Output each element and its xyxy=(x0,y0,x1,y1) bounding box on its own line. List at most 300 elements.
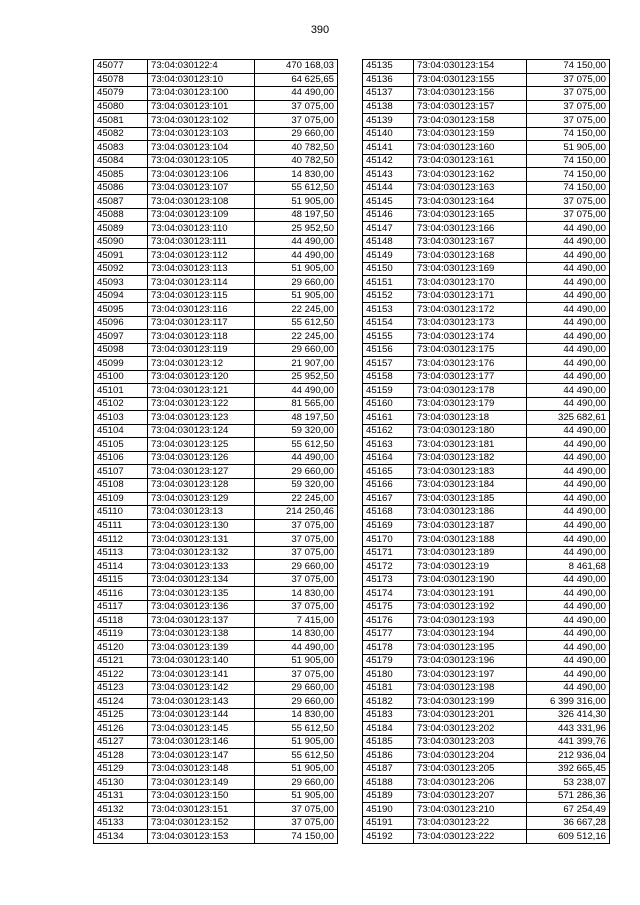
row-number-cell: 45108 xyxy=(94,478,148,492)
row-number-cell: 45160 xyxy=(363,397,414,411)
cadastral-number-cell: 73:04:030123:197 xyxy=(414,668,527,682)
row-number-cell: 45088 xyxy=(94,208,148,222)
row-number-cell: 45156 xyxy=(363,343,414,357)
cadastral-value-cell: 44 490,00 xyxy=(527,627,610,641)
cadastral-value-cell: 14 830,00 xyxy=(255,708,338,722)
row-number-cell: 45188 xyxy=(363,776,414,790)
cadastral-number-cell: 73:04:030123:117 xyxy=(148,316,255,330)
cadastral-value-cell: 571 286,36 xyxy=(527,789,610,803)
row-number-cell: 45174 xyxy=(363,587,414,601)
cadastral-number-cell: 73:04:030123:139 xyxy=(148,641,255,655)
table-row xyxy=(94,519,338,533)
row-number-cell: 45133 xyxy=(94,816,148,830)
cadastral-number-cell: 73:04:030123:143 xyxy=(148,695,255,709)
cadastral-value-cell: 44 490,00 xyxy=(527,330,610,344)
table-row xyxy=(94,168,338,182)
table-row xyxy=(94,343,338,357)
cadastral-number-cell: 73:04:030123:145 xyxy=(148,722,255,736)
table-row xyxy=(94,438,338,452)
row-number-cell: 45157 xyxy=(363,357,414,371)
row-number-cell: 45158 xyxy=(363,370,414,384)
cadastral-value-cell: 67 254,49 xyxy=(527,803,610,817)
table-row xyxy=(363,830,610,844)
table-row xyxy=(94,708,338,722)
cadastral-number-cell: 73:04:030123:170 xyxy=(414,276,527,290)
row-number-cell: 45120 xyxy=(94,641,148,655)
table-row xyxy=(363,87,610,101)
cadastral-value-cell: 51 905,00 xyxy=(255,654,338,668)
cadastral-value-cell: 14 830,00 xyxy=(255,168,338,182)
table-row xyxy=(363,816,610,830)
table-row xyxy=(363,776,610,790)
row-number-cell: 45153 xyxy=(363,303,414,317)
table-row xyxy=(363,789,610,803)
cadastral-number-cell: 73:04:030123:126 xyxy=(148,451,255,465)
cadastral-value-cell: 74 150,00 xyxy=(527,154,610,168)
cadastral-value-cell: 212 936,04 xyxy=(527,749,610,763)
cadastral-number-cell: 73:04:030123:134 xyxy=(148,573,255,587)
row-number-cell: 45155 xyxy=(363,330,414,344)
cadastral-number-cell: 73:04:030123:136 xyxy=(148,600,255,614)
cadastral-value-cell: 7 415,00 xyxy=(255,614,338,628)
cadastral-number-cell: 73:04:030123:129 xyxy=(148,492,255,506)
table-row xyxy=(363,451,610,465)
table-row xyxy=(363,641,610,655)
cadastral-number-cell: 73:04:030123:157 xyxy=(414,100,527,114)
table-row xyxy=(94,735,338,749)
cadastral-number-cell: 73:04:030123:109 xyxy=(148,208,255,222)
table-row xyxy=(94,681,338,695)
cadastral-value-cell: 59 320,00 xyxy=(255,478,338,492)
cadastral-value-cell: 22 245,00 xyxy=(255,303,338,317)
table-row xyxy=(363,600,610,614)
table-row xyxy=(94,60,338,74)
row-number-cell: 45170 xyxy=(363,533,414,547)
table-row xyxy=(363,222,610,236)
cadastral-value-cell: 37 075,00 xyxy=(527,73,610,87)
cadastral-value-cell: 29 660,00 xyxy=(255,776,338,790)
row-number-cell: 45092 xyxy=(94,262,148,276)
row-number-cell: 45162 xyxy=(363,424,414,438)
cadastral-number-cell: 73:04:030123:125 xyxy=(148,438,255,452)
row-number-cell: 45094 xyxy=(94,289,148,303)
table-row xyxy=(363,100,610,114)
cadastral-number-cell: 73:04:030123:195 xyxy=(414,641,527,655)
cadastral-value-cell: 51 905,00 xyxy=(255,195,338,209)
cadastral-number-cell: 73:04:030123:154 xyxy=(414,60,527,74)
table-row xyxy=(94,762,338,776)
cadastral-value-cell: 14 830,00 xyxy=(255,587,338,601)
row-number-cell: 45121 xyxy=(94,654,148,668)
cadastral-value-cell: 37 075,00 xyxy=(255,100,338,114)
row-number-cell: 45137 xyxy=(363,87,414,101)
cadastral-number-cell: 73:04:030123:104 xyxy=(148,141,255,155)
cadastral-number-cell: 73:04:030123:101 xyxy=(148,100,255,114)
table-row xyxy=(363,762,610,776)
table-row xyxy=(363,708,610,722)
table-row xyxy=(94,73,338,87)
cadastral-value-cell: 44 490,00 xyxy=(527,478,610,492)
row-number-cell: 45142 xyxy=(363,154,414,168)
row-number-cell: 45122 xyxy=(94,668,148,682)
cadastral-value-cell: 44 490,00 xyxy=(527,587,610,601)
table-row xyxy=(363,60,610,74)
table-row xyxy=(94,303,338,317)
row-number-cell: 45087 xyxy=(94,195,148,209)
row-number-cell: 45150 xyxy=(363,262,414,276)
table-row xyxy=(363,695,610,709)
cadastral-value-cell: 326 414,30 xyxy=(527,708,610,722)
row-number-cell: 45109 xyxy=(94,492,148,506)
table-row xyxy=(94,533,338,547)
row-number-cell: 45184 xyxy=(363,722,414,736)
cadastral-number-cell: 73:04:030122:4 xyxy=(148,60,255,74)
cadastral-value-cell: 55 612,50 xyxy=(255,438,338,452)
row-number-cell: 45179 xyxy=(363,654,414,668)
row-number-cell: 45086 xyxy=(94,181,148,195)
row-number-cell: 45178 xyxy=(363,641,414,655)
table-row xyxy=(363,262,610,276)
table-row xyxy=(363,803,610,817)
cadastral-value-cell: 44 490,00 xyxy=(527,681,610,695)
cadastral-number-cell: 73:04:030123:149 xyxy=(148,776,255,790)
cadastral-value-cell: 37 075,00 xyxy=(255,816,338,830)
row-number-cell: 45172 xyxy=(363,560,414,574)
cadastral-value-cell: 443 331,96 xyxy=(527,722,610,736)
table-row xyxy=(94,695,338,709)
cadastral-value-cell: 51 905,00 xyxy=(255,289,338,303)
cadastral-value-cell: 470 168,03 xyxy=(255,60,338,74)
row-number-cell: 45117 xyxy=(94,600,148,614)
row-number-cell: 45081 xyxy=(94,114,148,128)
cadastral-number-cell: 73:04:030123:199 xyxy=(414,695,527,709)
cadastral-number-cell: 73:04:030123:124 xyxy=(148,424,255,438)
cadastral-number-cell: 73:04:030123:128 xyxy=(148,478,255,492)
cadastral-value-cell: 74 150,00 xyxy=(527,168,610,182)
cadastral-value-cell: 36 667,28 xyxy=(527,816,610,830)
row-number-cell: 45131 xyxy=(94,789,148,803)
row-number-cell: 45147 xyxy=(363,222,414,236)
table-row xyxy=(363,370,610,384)
cadastral-number-cell: 73:04:030123:13 xyxy=(148,506,255,520)
row-number-cell: 45177 xyxy=(363,627,414,641)
row-number-cell: 45185 xyxy=(363,735,414,749)
row-number-cell: 45152 xyxy=(363,289,414,303)
row-number-cell: 45163 xyxy=(363,438,414,452)
table-row xyxy=(94,668,338,682)
cadastral-value-cell: 37 075,00 xyxy=(255,533,338,547)
row-number-cell: 45180 xyxy=(363,668,414,682)
row-number-cell: 45141 xyxy=(363,141,414,155)
row-number-cell: 45143 xyxy=(363,168,414,182)
table-row xyxy=(94,235,338,249)
row-number-cell: 45111 xyxy=(94,519,148,533)
cadastral-number-cell: 73:04:030123:203 xyxy=(414,735,527,749)
cadastral-number-cell: 73:04:030123:114 xyxy=(148,276,255,290)
cadastral-number-cell: 73:04:030123:165 xyxy=(414,208,527,222)
cadastral-value-cell: 22 245,00 xyxy=(255,330,338,344)
register-table-left xyxy=(93,59,338,844)
cadastral-value-cell: 40 782,50 xyxy=(255,141,338,155)
cadastral-value-cell: 44 490,00 xyxy=(527,533,610,547)
row-number-cell: 45107 xyxy=(94,465,148,479)
cadastral-number-cell: 73:04:030123:22 xyxy=(414,816,527,830)
table-row xyxy=(363,181,610,195)
cadastral-value-cell: 74 150,00 xyxy=(527,127,610,141)
cadastral-number-cell: 73:04:030123:207 xyxy=(414,789,527,803)
row-number-cell: 45144 xyxy=(363,181,414,195)
table-row xyxy=(94,222,338,236)
table-row xyxy=(363,722,610,736)
row-number-cell: 45189 xyxy=(363,789,414,803)
row-number-cell: 45104 xyxy=(94,424,148,438)
cadastral-number-cell: 73:04:030123:141 xyxy=(148,668,255,682)
cadastral-number-cell: 73:04:030123:102 xyxy=(148,114,255,128)
row-number-cell: 45118 xyxy=(94,614,148,628)
cadastral-number-cell: 73:04:030123:179 xyxy=(414,397,527,411)
cadastral-number-cell: 73:04:030123:138 xyxy=(148,627,255,641)
row-number-cell: 45078 xyxy=(94,73,148,87)
table-row xyxy=(94,276,338,290)
cadastral-number-cell: 73:04:030123:121 xyxy=(148,384,255,398)
table-row xyxy=(363,627,610,641)
table-row xyxy=(94,600,338,614)
row-number-cell: 45127 xyxy=(94,735,148,749)
cadastral-value-cell: 74 150,00 xyxy=(255,830,338,844)
cadastral-number-cell: 73:04:030123:162 xyxy=(414,168,527,182)
cadastral-value-cell: 81 565,00 xyxy=(255,397,338,411)
row-number-cell: 45102 xyxy=(94,397,148,411)
cadastral-number-cell: 73:04:030123:206 xyxy=(414,776,527,790)
cadastral-value-cell: 44 490,00 xyxy=(527,357,610,371)
page-number: 390 xyxy=(310,24,330,36)
row-number-cell: 45182 xyxy=(363,695,414,709)
row-number-cell: 45077 xyxy=(94,60,148,74)
cadastral-value-cell: 48 197,50 xyxy=(255,208,338,222)
cadastral-number-cell: 73:04:030123:192 xyxy=(414,600,527,614)
cadastral-value-cell: 44 490,00 xyxy=(527,614,610,628)
table-row xyxy=(94,127,338,141)
row-number-cell: 45090 xyxy=(94,235,148,249)
cadastral-value-cell: 74 150,00 xyxy=(527,60,610,74)
table-row xyxy=(94,114,338,128)
table-row xyxy=(363,357,610,371)
row-number-cell: 45128 xyxy=(94,749,148,763)
table-row xyxy=(363,154,610,168)
cadastral-value-cell: 214 250,46 xyxy=(255,506,338,520)
cadastral-number-cell: 73:04:030123:187 xyxy=(414,519,527,533)
table-row xyxy=(363,316,610,330)
row-number-cell: 45123 xyxy=(94,681,148,695)
row-number-cell: 45082 xyxy=(94,127,148,141)
table-row xyxy=(363,438,610,452)
cadastral-value-cell: 44 490,00 xyxy=(527,641,610,655)
row-number-cell: 45125 xyxy=(94,708,148,722)
table-row xyxy=(363,249,610,263)
table-row xyxy=(94,181,338,195)
cadastral-value-cell: 29 660,00 xyxy=(255,343,338,357)
cadastral-number-cell: 73:04:030123:110 xyxy=(148,222,255,236)
cadastral-number-cell: 73:04:030123:181 xyxy=(414,438,527,452)
cadastral-number-cell: 73:04:030123:183 xyxy=(414,465,527,479)
table-row xyxy=(94,465,338,479)
cadastral-number-cell: 73:04:030123:188 xyxy=(414,533,527,547)
cadastral-number-cell: 73:04:030123:122 xyxy=(148,397,255,411)
row-number-cell: 45113 xyxy=(94,546,148,560)
row-number-cell: 45169 xyxy=(363,519,414,533)
cadastral-value-cell: 51 905,00 xyxy=(527,141,610,155)
row-number-cell: 45181 xyxy=(363,681,414,695)
row-number-cell: 45168 xyxy=(363,506,414,520)
table-row xyxy=(363,208,610,222)
row-number-cell: 45148 xyxy=(363,235,414,249)
cadastral-number-cell: 73:04:030123:153 xyxy=(148,830,255,844)
row-number-cell: 45097 xyxy=(94,330,148,344)
cadastral-number-cell: 73:04:030123:156 xyxy=(414,87,527,101)
cadastral-number-cell: 73:04:030123:204 xyxy=(414,749,527,763)
cadastral-number-cell: 73:04:030123:196 xyxy=(414,654,527,668)
cadastral-value-cell: 44 490,00 xyxy=(255,249,338,263)
row-number-cell: 45165 xyxy=(363,465,414,479)
cadastral-value-cell: 44 490,00 xyxy=(527,492,610,506)
cadastral-number-cell: 73:04:030123:10 xyxy=(148,73,255,87)
cadastral-number-cell: 73:04:030123:222 xyxy=(414,830,527,844)
table-row xyxy=(363,614,610,628)
row-number-cell: 45099 xyxy=(94,357,148,371)
table-row xyxy=(363,424,610,438)
table-row xyxy=(363,127,610,141)
cadastral-value-cell: 37 075,00 xyxy=(255,573,338,587)
row-number-cell: 45103 xyxy=(94,411,148,425)
table-row xyxy=(363,330,610,344)
cadastral-value-cell: 53 238,07 xyxy=(527,776,610,790)
cadastral-value-cell: 44 490,00 xyxy=(527,506,610,520)
row-number-cell: 45119 xyxy=(94,627,148,641)
cadastral-number-cell: 73:04:030123:178 xyxy=(414,384,527,398)
cadastral-value-cell: 51 905,00 xyxy=(255,262,338,276)
row-number-cell: 45112 xyxy=(94,533,148,547)
cadastral-number-cell: 73:04:030123:107 xyxy=(148,181,255,195)
cadastral-number-cell: 73:04:030123:175 xyxy=(414,343,527,357)
cadastral-number-cell: 73:04:030123:118 xyxy=(148,330,255,344)
cadastral-value-cell: 44 490,00 xyxy=(527,235,610,249)
row-number-cell: 45192 xyxy=(363,830,414,844)
table-row xyxy=(94,208,338,222)
cadastral-number-cell: 73:04:030123:151 xyxy=(148,803,255,817)
cadastral-number-cell: 73:04:030123:105 xyxy=(148,154,255,168)
cadastral-value-cell: 59 320,00 xyxy=(255,424,338,438)
table-row xyxy=(363,546,610,560)
cadastral-number-cell: 73:04:030123:205 xyxy=(414,762,527,776)
cadastral-value-cell: 44 490,00 xyxy=(527,438,610,452)
cadastral-number-cell: 73:04:030123:171 xyxy=(414,289,527,303)
row-number-cell: 45129 xyxy=(94,762,148,776)
cadastral-value-cell: 74 150,00 xyxy=(527,181,610,195)
register-table-right xyxy=(362,59,610,844)
cadastral-number-cell: 73:04:030123:119 xyxy=(148,343,255,357)
row-number-cell: 45110 xyxy=(94,506,148,520)
row-number-cell: 45080 xyxy=(94,100,148,114)
cadastral-value-cell: 48 197,50 xyxy=(255,411,338,425)
cadastral-value-cell: 40 782,50 xyxy=(255,154,338,168)
cadastral-number-cell: 73:04:030123:132 xyxy=(148,546,255,560)
cadastral-value-cell: 44 490,00 xyxy=(527,451,610,465)
table-row xyxy=(94,614,338,628)
cadastral-number-cell: 73:04:030123:173 xyxy=(414,316,527,330)
row-number-cell: 45183 xyxy=(363,708,414,722)
cadastral-number-cell: 73:04:030123:133 xyxy=(148,560,255,574)
cadastral-value-cell: 44 490,00 xyxy=(255,451,338,465)
cadastral-value-cell: 37 075,00 xyxy=(255,114,338,128)
cadastral-value-cell: 37 075,00 xyxy=(527,195,610,209)
cadastral-number-cell: 73:04:030123:174 xyxy=(414,330,527,344)
cadastral-value-cell: 55 612,50 xyxy=(255,316,338,330)
table-row xyxy=(363,235,610,249)
table-row xyxy=(363,303,610,317)
cadastral-value-cell: 8 461,68 xyxy=(527,560,610,574)
row-number-cell: 45079 xyxy=(94,87,148,101)
table-row xyxy=(94,492,338,506)
cadastral-number-cell: 73:04:030123:116 xyxy=(148,303,255,317)
table-row xyxy=(94,370,338,384)
cadastral-number-cell: 73:04:030123:137 xyxy=(148,614,255,628)
cadastral-value-cell: 609 512,16 xyxy=(527,830,610,844)
cadastral-number-cell: 73:04:030123:12 xyxy=(148,357,255,371)
cadastral-value-cell: 51 905,00 xyxy=(255,789,338,803)
row-number-cell: 45173 xyxy=(363,573,414,587)
cadastral-value-cell: 55 612,50 xyxy=(255,749,338,763)
cadastral-number-cell: 73:04:030123:190 xyxy=(414,573,527,587)
cadastral-number-cell: 73:04:030123:19 xyxy=(414,560,527,574)
table-row xyxy=(363,573,610,587)
cadastral-value-cell: 44 490,00 xyxy=(255,384,338,398)
row-number-cell: 45096 xyxy=(94,316,148,330)
cadastral-value-cell: 37 075,00 xyxy=(527,114,610,128)
table-row xyxy=(94,587,338,601)
cadastral-value-cell: 44 490,00 xyxy=(255,235,338,249)
cadastral-value-cell: 21 907,00 xyxy=(255,357,338,371)
table-row xyxy=(94,789,338,803)
cadastral-value-cell: 29 660,00 xyxy=(255,127,338,141)
cadastral-number-cell: 73:04:030123:191 xyxy=(414,587,527,601)
table-row xyxy=(94,384,338,398)
table-row xyxy=(363,560,610,574)
table-row xyxy=(363,276,610,290)
row-number-cell: 45135 xyxy=(363,60,414,74)
row-number-cell: 45124 xyxy=(94,695,148,709)
table-row xyxy=(363,343,610,357)
cadastral-number-cell: 73:04:030123:18 xyxy=(414,411,527,425)
table-row xyxy=(94,424,338,438)
cadastral-value-cell: 44 490,00 xyxy=(527,397,610,411)
table-row xyxy=(363,533,610,547)
row-number-cell: 45100 xyxy=(94,370,148,384)
cadastral-number-cell: 73:04:030123:123 xyxy=(148,411,255,425)
table-row xyxy=(94,478,338,492)
cadastral-number-cell: 73:04:030123:108 xyxy=(148,195,255,209)
table-row xyxy=(363,519,610,533)
row-number-cell: 45176 xyxy=(363,614,414,628)
table-row xyxy=(94,506,338,520)
table-row xyxy=(94,776,338,790)
cadastral-number-cell: 73:04:030123:120 xyxy=(148,370,255,384)
table-row xyxy=(94,411,338,425)
table-row xyxy=(363,465,610,479)
table-row xyxy=(94,560,338,574)
cadastral-number-cell: 73:04:030123:202 xyxy=(414,722,527,736)
cadastral-value-cell: 44 490,00 xyxy=(527,546,610,560)
row-number-cell: 45171 xyxy=(363,546,414,560)
